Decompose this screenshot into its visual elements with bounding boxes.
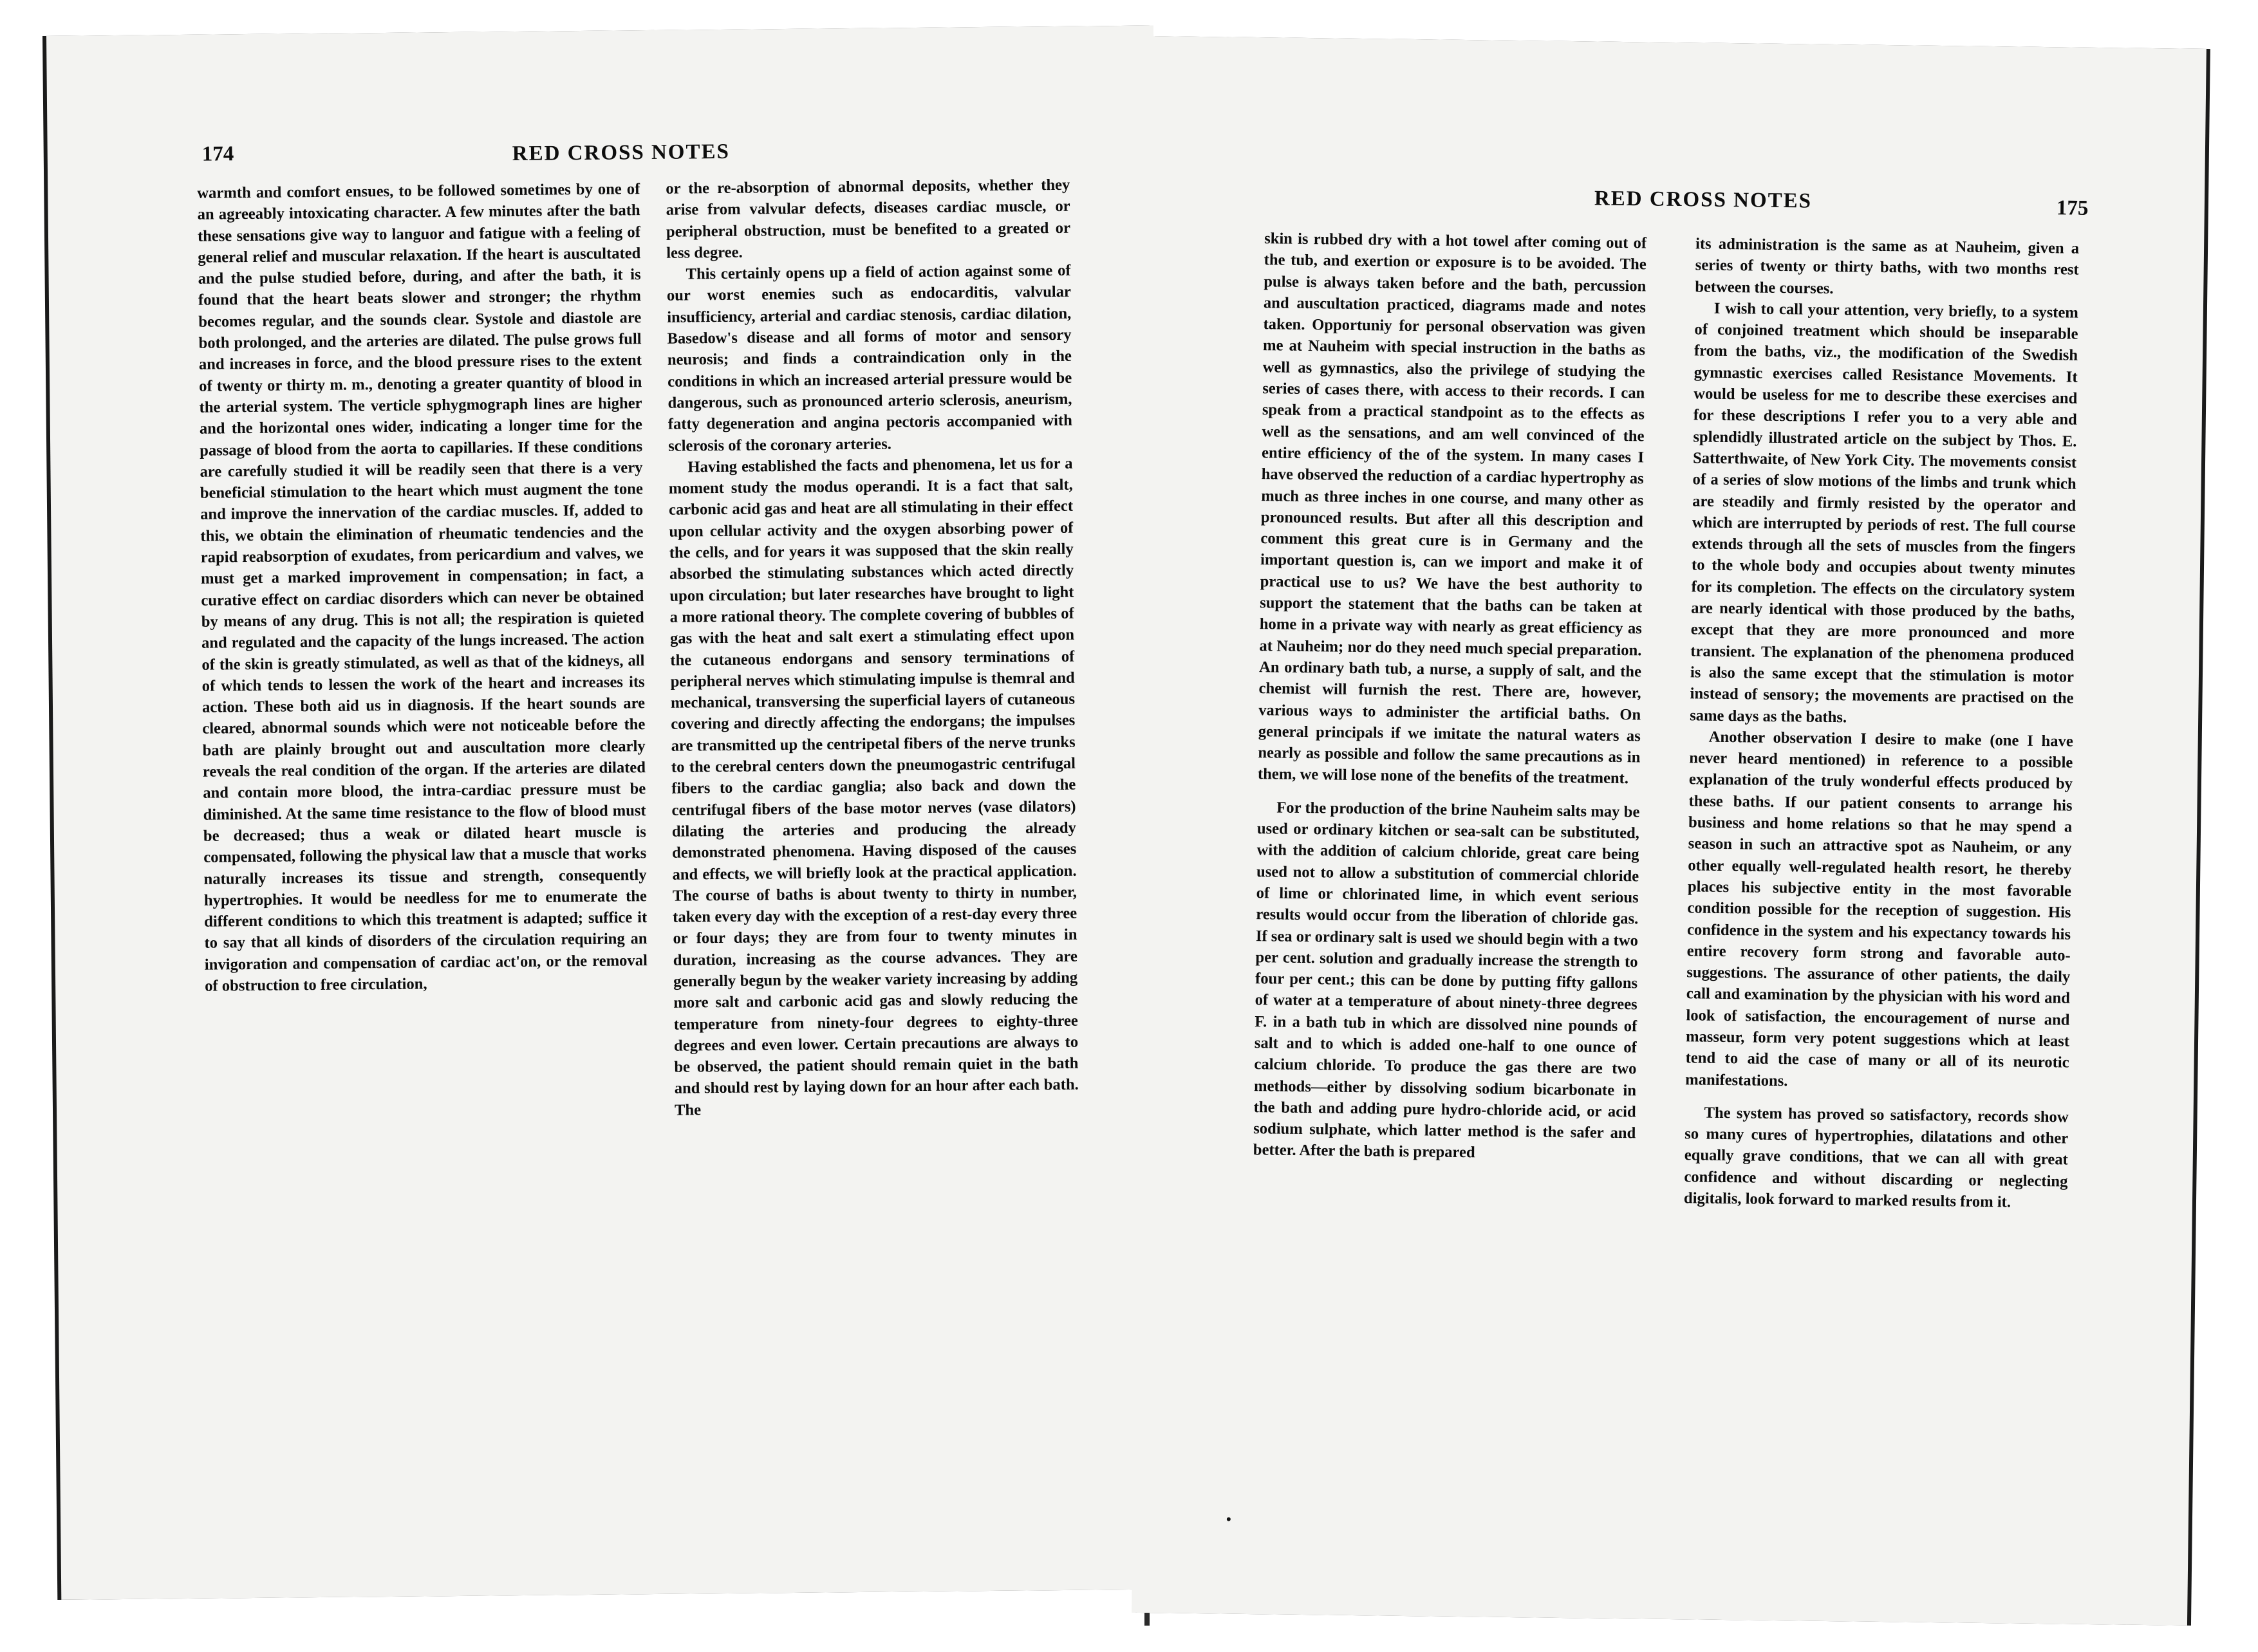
- running-head: RED CROSS NOTES: [1594, 187, 1813, 213]
- paragraph: skin is rubbed dry with a hot towel after coming out of the tub, and exertion or exposure is to be avoided. The pulse is always taken before and the bath, percussion and auscultation practiced, diagrams made and notes taken. Opportuniy for personal observation was given me at Nauheim with special instruction in the baths as well as gymnastics, also the privilege of studying the series of cases there, with access to their records. I can speak from a practical standpoint as to the effects as well as the sensations, and am well convinced of the entire efficiency of the of the system. In many cases I have observed the reduction of a cardiac hypertrophy as much as three inches in one course, and many other as pronounced results. But after all this description and comment this great cure is in Germany and the important question is, can we import and make it of practical use to us? We have the best authority to support the statement that the baths can be taken at home in a private way with nearly as great efficiency as at Nauheim; nor do they need much special preparation. An ordinary bath tub, a nurse, a supply of salt, and the chemist will furnish the rest. There are, however, various ways to administer the artificial baths. On general principals if we imitate the natural waters as nearly as possible and follow the same precautions as in them, we will lose none of the benefits of the treatment.: [1257, 230, 1647, 788]
- paragraph: its administration is the same as at Nauheim, given a series of twenty or thirty baths, with two months rest between the courses.: [1695, 235, 2080, 297]
- right-page: [1132, 36, 2207, 1626]
- paragraph: or the re-absorption of abnormal deposits, whether they arise from valvular defects, diseases cardiac muscle, or peripheral obstruction, must be benefited to a greated or less degree.: [666, 176, 1071, 262]
- running-head: RED CROSS NOTES: [512, 140, 731, 166]
- page-number: 174: [201, 142, 234, 166]
- paragraph: This certainly opens up a field of action against some of our worst enemies such as endocarditis, valvular insufficiency, arterial and cardiac stenosis, cardiac dilation, Basedow's disease and all forms of motor and sensory neurosis; and finds a contraindication only in the conditions in which an increased arterial pressure would be dangerous, such as pronounced arterio sclerosis, aneurism, fatty degeneration and angina pectoris accompanied with sclerosis of the coronary arteries.: [666, 261, 1072, 455]
- left-page: [46, 25, 1168, 1599]
- text-column-right: [1680, 233, 2079, 1512]
- paragraph: Having established the facts and phenomena, let us for a moment study the modus operandi. It is a fact that salt, carbonic acid gas and heat are all stimulating in their effect upon cellular activity and the oxygen absorbing power of the cells, and for years it was supposed that the skin really absorbed the stimulating substances which acted directly upon circulation; but later researches have brought to light a more rational theory. The complete covering of bubbles of gas with the heat and salt exert a stimulating effect upon the cutaneous endorgans and sensory terminations of peripheral nerves which stimulating impulse is themral and mechanical, transversing the superficial layers of cutaneous covering and directly affecting the endorgans; the impulses are transmitted up the centripetal fibers of the nerve trunks to the cerebral centers down the pneumogastric centrifugal fibers to the cardiac ganglia; also back and down the centrifugal fibers of the base motor nerves (vase dilators) dilating the arteries and producing the already demonstrated phenomena. Having disposed of the causes and effects, we will briefly look at the practical application. The course of baths is about twenty to thirty in number, taken every day with the exception of a rest-day every three or four days; they are from four to twenty minutes in duration, increasing as the course advances. They are generally begun by the weaker variety increasing by adding more salt and carbonic acid gas and slowly reducing the temperature from ninety-four degrees to eighty-three degrees and even lower. Certain precautions are always to be observed, the patient should remain quiet in the bath and should rest by laying down for an hour after each bath. The: [668, 454, 1079, 1119]
- paragraph: Another observation I desire to make (one I have never heard mentioned) in reference to a possible explanation of the truly wonderful effects produced by these baths. If our patient consents to arrange his business and home relations so that he may spend a season in such an attractive spot as Nauheim, or any other equally well-regulated health resort, he thereby places his subjective entity in the most favorable condition possible for the reception of suggestion. His confidence in the system and his expectancy towards his entire recovery form strong and favorable auto-suggestions. The assurance of other patients, the daily call and examination by the physician with his word and look of satisfaction, the encouragement of nurse and masseur, form very potent suggestions which at least tend to aid the case of many or all of its neurotic manifestations.: [1685, 728, 2073, 1090]
- ink-speck: [1227, 1517, 1231, 1521]
- paragraph: I wish to call your attention, very briefly, to a system of conjoined treatment which should be inseparable from the baths, viz., the modification of the Swedish gymnastic exercises called Resistance Movements. It would be useless for me to describe these exercises and for these descriptions I refer you to a very able and splendidly illustrated article on the subject by Thos. E. Satterthwaite, of New York City. The movements consist of a series of slow motions of the limbs and trunk which are steadily and firmly resisted by the operator and which are interrupted by periods of rest. The full course extends through all the sets of muscles from the fingers to the whole body and occupies about twenty minutes for its completion. The effects on the circulatory system are nearly identical with those produced by the baths, except that they are more pronounced and more transient. The explanation of the phenomena produced is also the same except that the stimulation is motor instead of sensory; the movements are practised on the same days as the baths.: [1690, 299, 2079, 726]
- text-column-left: [197, 178, 652, 1470]
- paragraph: warmth and comfort ensues, to be followed sometimes by one of an agreeably intoxicating character. A few minutes after the bath these sensations give way to languor and fatigue with a feeling of general relief and muscular relaxation. If the heart is auscultated and the pulse studied before, during, and after the bath, it is found that the heart beats slower and stronger; the rhythm becomes regular, and the sounds clear. Systole and diastole are both prolonged, and the arteries are dilated. The pulse grows full and increases in force, and the blood pressure rises to the extent of twenty or thirty m. m., denoting a greater quantity of blood in the arterial system. The verticle sphygmograph lines are higher and the horizontal ones wider, indicating a longer time for the passage of blood from the aorta to capillaries. If these conditions are carefully studied it will be readily seen that there is a very beneficial stimulation to the heart which must augment the tone and improve the innervation of the cardiac muscles. If, added to this, we obtain the elimination of rheumatic tendencies and the rapid reabsorption of exudates, from pericardium and valves, we must get a marked improvement in compensation; in fact, a curative effect on cardiac disorders which can never be obtained by means of any drug. This is not all; the respiration is quieted and regulated and the capacity of the lungs increased. The action of the skin is greatly stimulated, as well as that of the kidneys, all of which tends to lessen the work of the heart and increases its action. These both aid us in diagnosis. If the heart sounds are cleared, abnormal sounds which were not noticeable before the bath are plainly brought out and auscultation more clearly reveals the real condition of the organ. If the arteries are dilated and contain more blood, the intra-cardiac pressure must be diminished. At the same time resistance to the flow of blood must be decreased; thus a weak or dilated heart muscle is compensated, following the physical law that a muscle that works naturally increases its tissue and strength, consequently hypertrophies. It would be needless for me to enumerate the different conditions to which this treatment is adapted; suffice it to say that all kinds of disorders of the circulation requiring an invigoration and compensation of cardiac act'on, or the removal of obstruction to free circulation,: [197, 180, 648, 995]
- text-column-right: [666, 174, 1082, 1465]
- paragraph: The system has proved so satisfactory, records show so many cures of hypertrophies, dilatations and other equally grave conditions, that we can all with great confidence and without discarding or neglecting digitalis, look forward to marked results from it.: [1683, 1104, 2069, 1211]
- text-column-left: [1249, 228, 1647, 1507]
- paragraph: For the production of the brine Nauheim salts may be used or ordinary kitchen or sea-salt can be substituted, with the addition of calcium chloride, great care being used not to allow a substitution of commercial chloride of lime or chlorinated lime, in which event serious results would occur from the liberation of chloride gas. If sea or ordinary salt is used we should begin with a two per cent. solution and gradually increase the strength to four per cent.; this can be done by putting fifty gallons of water at a temperature of about ninety-three degrees F. in a bath tub in which are dissolved nine pounds of salt and to which is added one-half to one ounce of calcium chloride. To produce the gas there are two methods—either by dissolving sodium bicarbonate in the bath and adding pure hydro-chloride acid, or acid sodium sulphate, which latter method is the safer and better. After the bath is prepared: [1253, 799, 1640, 1162]
- page-number: 175: [2056, 196, 2089, 220]
